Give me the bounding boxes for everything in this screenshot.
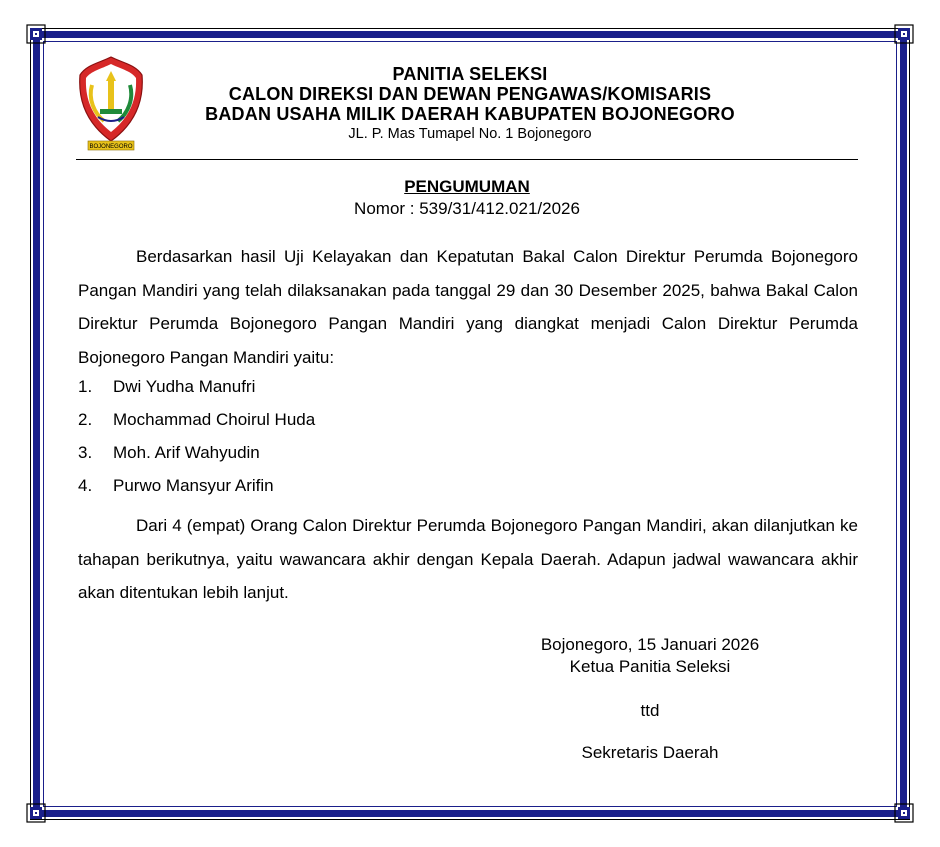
candidate-name: Purwo Mansyur Arifin bbox=[113, 476, 274, 495]
candidate-name: Mochammad Choirul Huda bbox=[113, 410, 316, 429]
signature-name: Sekretaris Daerah bbox=[581, 743, 719, 762]
signature-ttd: ttd bbox=[640, 701, 660, 720]
signature-role: Ketua Panitia Seleksi bbox=[569, 657, 731, 676]
border-corner-ornament bbox=[894, 24, 914, 44]
announcement-number: Nomor : 539/31/412.021/2026 bbox=[354, 199, 580, 218]
letterhead bbox=[150, 64, 790, 144]
letterhead-divider bbox=[76, 159, 858, 160]
letterhead-line-3: BADAN USAHA MILIK DAERAH KABUPATEN BOJONEGORO bbox=[205, 104, 735, 124]
candidate-name: Moh. Arif Wahyudin bbox=[113, 443, 260, 462]
svg-text:BOJONEGORO: BOJONEGORO bbox=[89, 144, 133, 150]
candidate-name: Dwi Yudha Manufri bbox=[113, 377, 256, 396]
letterhead-line-2: CALON DIREKSI DAN DEWAN PENGAWAS/KOMISARIS bbox=[228, 84, 712, 104]
bojonegoro-emblem-logo bbox=[78, 55, 144, 153]
candidate-list bbox=[78, 370, 858, 502]
letterhead-line-1: PANITIA SELEKSI bbox=[392, 64, 548, 84]
border-corner-ornament bbox=[26, 24, 46, 44]
letterhead-address: JL. P. Mas Tumapel No. 1 Bojonegoro bbox=[348, 126, 592, 142]
list-item: 3. Moh. Arif Wahyudin bbox=[78, 436, 858, 469]
border-corner-ornament bbox=[894, 803, 914, 823]
body-paragraph-2: Dari 4 (empat) Orang Calon Direktur Perumda Bojonegoro Pangan Mandiri, akan dilanjutkan ke tahapan berikutnya, yaitu wawancara akhir dengan Kepala Daerah. Adapun jadwal wawancara akhir akan ditentukan lebih lanjut. bbox=[78, 516, 858, 602]
list-item: 1. Dwi Yudha Manufri bbox=[78, 370, 858, 403]
list-item: 4. Purwo Mansyur Arifin bbox=[78, 469, 858, 502]
announcement-title: PENGUMUMAN bbox=[404, 177, 530, 196]
list-item: 2. Mochammad Choirul Huda bbox=[78, 403, 858, 436]
border-corner-ornament bbox=[26, 803, 46, 823]
signature-place-date: Bojonegoro, 15 Januari 2026 bbox=[540, 635, 760, 654]
body-paragraph-1: Berdasarkan hasil Uji Kelayakan dan Kepatutan Bakal Calon Direktur Perumda Bojonegoro Pangan Mandiri yang telah dilaksanakan pada tanggal 29 dan 30 Desember 2025, bahwa Bakal Calon Direktur Perumda Bojonegoro Pangan Mandiri yang diangkat menjadi Calon Direktur Perumda Bojonegoro Pangan Mandiri yaitu: bbox=[78, 247, 858, 367]
